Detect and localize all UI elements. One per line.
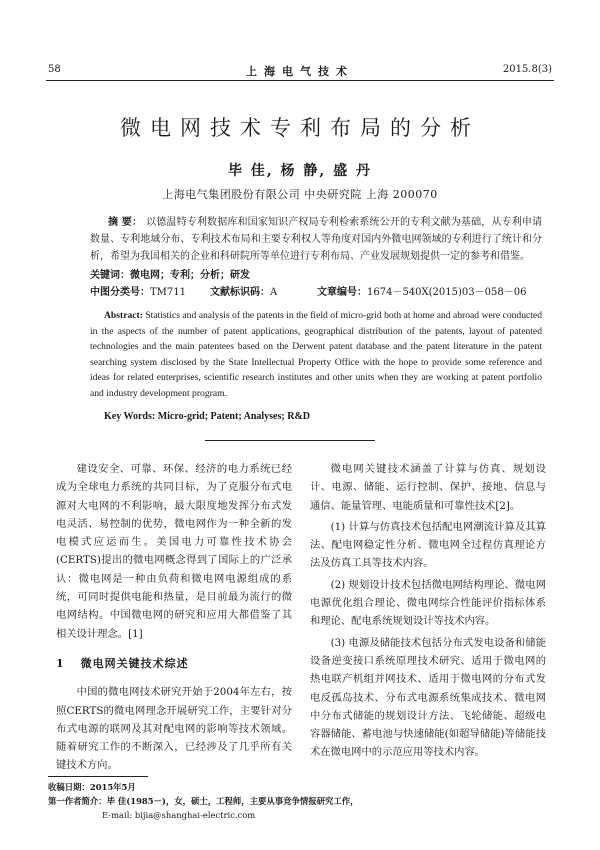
journal-name: 上海电气技术 (246, 65, 354, 78)
key-tech-paragraph: 微电网关键技术涵盖了计算与仿真、规划设计、电源、储能、运行控制、保护、接地、信息与通信、能量管理、电能质量和可靠性技术[2]。 (310, 463, 546, 512)
abstract-en (90, 308, 542, 402)
abstract-cn-text: 以德温特专利数据库和国家知识产权局专利检索系统公开的专利文献为基础，从专利申请数量、专利地域分布、专利技术布局和主要专利权人等角度对国内外微电网领域的专利进行了统计和分析，希望为我国相关的企业和科研院所等单位进行专利布局、产业发展规划提供一定的参考和借鉴。 (90, 217, 543, 262)
abstract-divider (205, 440, 375, 441)
right-column (310, 460, 546, 762)
document-code: 文献标识码：A (210, 287, 278, 298)
author-intro: 第一作者简介：毕 佳(1985－)，女，硕士，工程师，主要从事竞争情报研究工作， (48, 796, 359, 806)
simulation-paragraph: (1) 计算与仿真技术包括配电网潮流计算及其算法、配电网稳定性分析、微电网全过程仿真理论方法及仿真工具等技术内容。 (310, 520, 546, 570)
abstract-cn (90, 214, 542, 265)
clc-number: 中图分类号：TM711 (90, 287, 186, 298)
footnote (48, 780, 359, 822)
storage-paragraph: (3) 电源及储能技术包括分布式发电设备和储能设备逆变接口系统原理技术研究、适用于微电网的热电联产机组并网技术、适用于微电网的分布式发电反孤岛技术、分布式电源系统集成技术、微电网中分布式储能的规划设计方法、飞轮储能、超级电容器储能、蓄电池与快速储能(如超导储能)等储能技术在微电网中的示范应用等技术内容。 (310, 636, 546, 759)
running-header (48, 64, 552, 80)
article-number: 文章编号：1674－540X(2015)03－058－06 (317, 287, 527, 298)
author-list: 毕 佳, 杨 静, 盛 丹 (227, 163, 373, 179)
abstract-cn-label: 摘 要： (108, 217, 143, 228)
paper-title: 微电网技术专利布局的分析 (120, 116, 480, 140)
author-email: E-mail: bijia@shanghai-electric.com (102, 810, 256, 820)
abstract-en-label: Abstract: (104, 310, 143, 321)
left-column (56, 460, 292, 775)
abstract-en-text: Statistics and analysis of the patents in the field of micro-grid both at home and abroad were conducted in the aspects of the number of patent applications, geographical distribution of the patents, layout of patented technologies and the main patentees based on the Derwent patent database and the patent literature in the patent searching system disclosed by the State Intellectual Property Office with the hope to provide some reference and ideas for related enterprises, scientific research institutes and other units when they are working at patent portfolio and industry development program. (90, 310, 542, 399)
section1-paragraph: 中国的微电网技术研究开始于2004年左右，按照CERTS的微电网理念开展研究工作，主要针对分布式电源的联网及其对配电网的影响等技术领域。随着研究工作的不断深入，已经涉及了几乎所有关键技术方向。 (56, 686, 292, 772)
page-number: 58 (48, 64, 61, 75)
issue-number: 2015.8(3) (502, 64, 552, 75)
affiliation: 上海电气集团股份有限公司 中央研究院 上海 200070 (162, 188, 438, 201)
intro-paragraph: 建设安全、可靠、环保、经济的电力系统已经成为全球电力系统的共同目标，为了克服分布式电源对大电网的不利影响，最大限度地发挥分布式发电灵活、易控制的优势，微电网作为一种全新的发电模式应运而生。美国电力可靠性技术协会(CERTS)提出的微电网概念得到了国际上的广泛承认：微电网是一种由负荷和微电网电源组成的系统，可同时提供电能和热量，是目前最为流行的微电网结构。中国微电网的研究和应用大都借鉴了其相关设计理念。[1] (56, 463, 292, 640)
received-date: 收稿日期：2015年5月 (48, 782, 136, 792)
footnote-rule (48, 776, 148, 777)
planning-paragraph: (2) 规划设计技术包括微电网结构理论、微电网电源优化组合理论、微电网综合性能评价指标体系和理论、配电系统规划设计等技术内容。 (310, 578, 546, 628)
keywords-cn: 关键词：微电网；专利；分析；研发 (90, 270, 250, 281)
keywords-en: Key Words: Micro-grid; Patent; Analyses; R&D (104, 411, 310, 422)
header-rule (46, 80, 554, 81)
section-heading-1: 1 微电网关键技术综述 (56, 656, 189, 670)
